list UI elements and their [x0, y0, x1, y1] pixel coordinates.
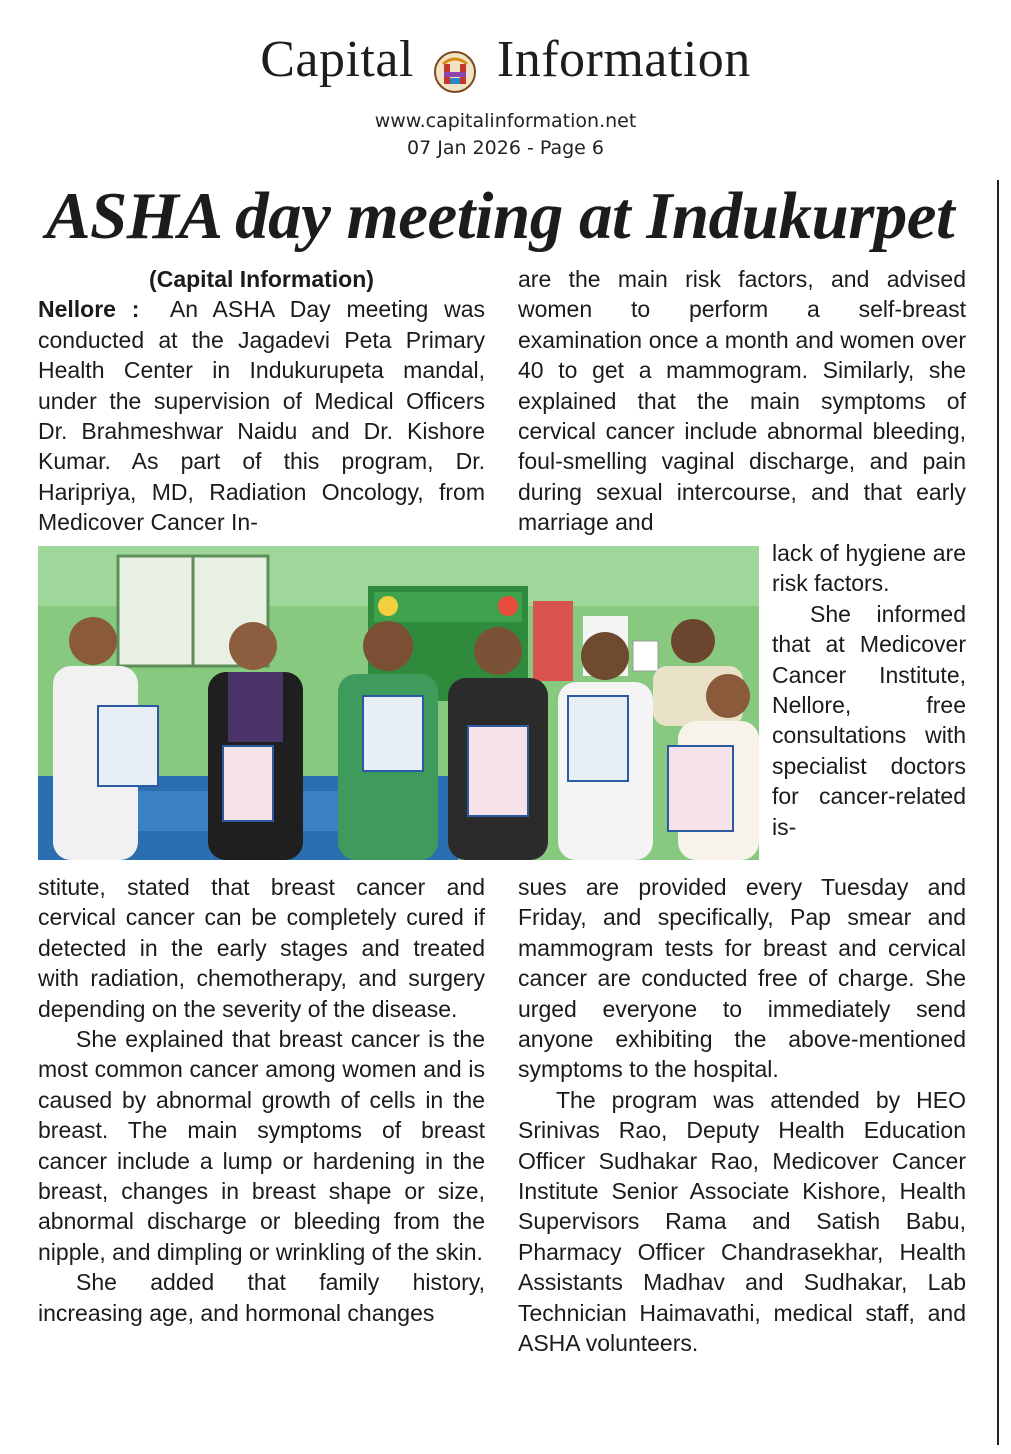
column-2-bottom-text-2: The program was attended by HEO Srinivas Rao, Deputy Health Education Officer Sudhakar Rao, Medicover Cancer Institute Senior Associate Kishore, Health Supervisors Rama and Satish Babu, Pharmacy Officer Chandrasekhar, Health Assistants Madhav and Sudhakar, Lab Technician Haimavathi, medical staff, and ASHA volunteers.: [518, 1086, 966, 1357]
column-1-top: [38, 264, 485, 538]
news-credit: (Capital Information): [149, 266, 374, 292]
column-1-bottom-text-3: She added that family history, increasing age, and hormonal changes: [38, 1269, 485, 1326]
article-lead-paragraph: [38, 294, 485, 537]
article-headline: ASHA day meeting at Indukurpet: [45, 179, 955, 253]
masthead-name-left: Capital: [260, 31, 414, 88]
column-rule: [997, 180, 999, 1445]
column-2-bottom: [518, 872, 966, 1359]
lead-text: An ASHA Day meeting was conducted at the Jagadevi Peta Primary Health Center in Indukurupeta mandal, under the supervision of Medical Officers Dr. Brahmeshwar Naidu and Dr. Kishore Kumar. As part of this program, Dr. Haripriya, MD, Radiation Oncology, from Medicover Cancer In-: [38, 296, 486, 536]
column-2-narrow: [772, 538, 966, 842]
capital-information-logo-icon: [433, 36, 477, 80]
column-2-bottom-text-1: sues are provided every Tuesday and Friday, and specifically, Pap smear and mammogram tests for breast and cervical cancer are conducted free of charge. She urged everyone to immediately send anyone exhibiting the above-mentioned symptoms to the hospital.: [518, 874, 966, 1083]
column-2-narrow-text-2: She informed that at Medicover Cancer Institute, Nellore, free consultations with specialist doctors for cancer-related is-: [772, 600, 966, 840]
column-1-bottom-text-2: She explained that breast cancer is the most common cancer among women and is caused by abnormal growth of cells in the breast. The main symptoms of breast cancer include a lump or hardening in the breast, changes in breast shape or size, abnormal discharge or bleeding from the nipple, and dimpling or wrinkling of the skin.: [38, 1026, 485, 1265]
dateline: Nellore :: [38, 296, 140, 323]
website-url: www.capitalinformation.net: [374, 110, 637, 132]
date-page: 07 Jan 2026 - Page 6: [407, 137, 604, 159]
column-1-bottom: [38, 872, 485, 1328]
column-2-top-text: are the main risk factors, and advised women to perform a self-breast examination once a month and women over 40 to get a mammogram. Similarly, she explained that the main symptoms of cervical cancer include abnormal bleeding, foul-smelling vaginal discharge, and pain during sexual intercourse, and that early marriage and: [518, 266, 966, 536]
masthead: [0, 18, 1011, 102]
column-2-narrow-text-1: lack of hygiene are risk factors.: [772, 540, 966, 597]
column-1-bottom-text-1: stitute, stated that breast cancer and cervical cancer can be completely cured if detected in the early stages and treated with radiation, chemotherapy, and surgery depending on the severity of the disease.: [38, 874, 485, 1022]
masthead-name-right: Information: [496, 31, 751, 88]
column-2-top: [518, 264, 966, 538]
event-photo: [38, 546, 759, 860]
